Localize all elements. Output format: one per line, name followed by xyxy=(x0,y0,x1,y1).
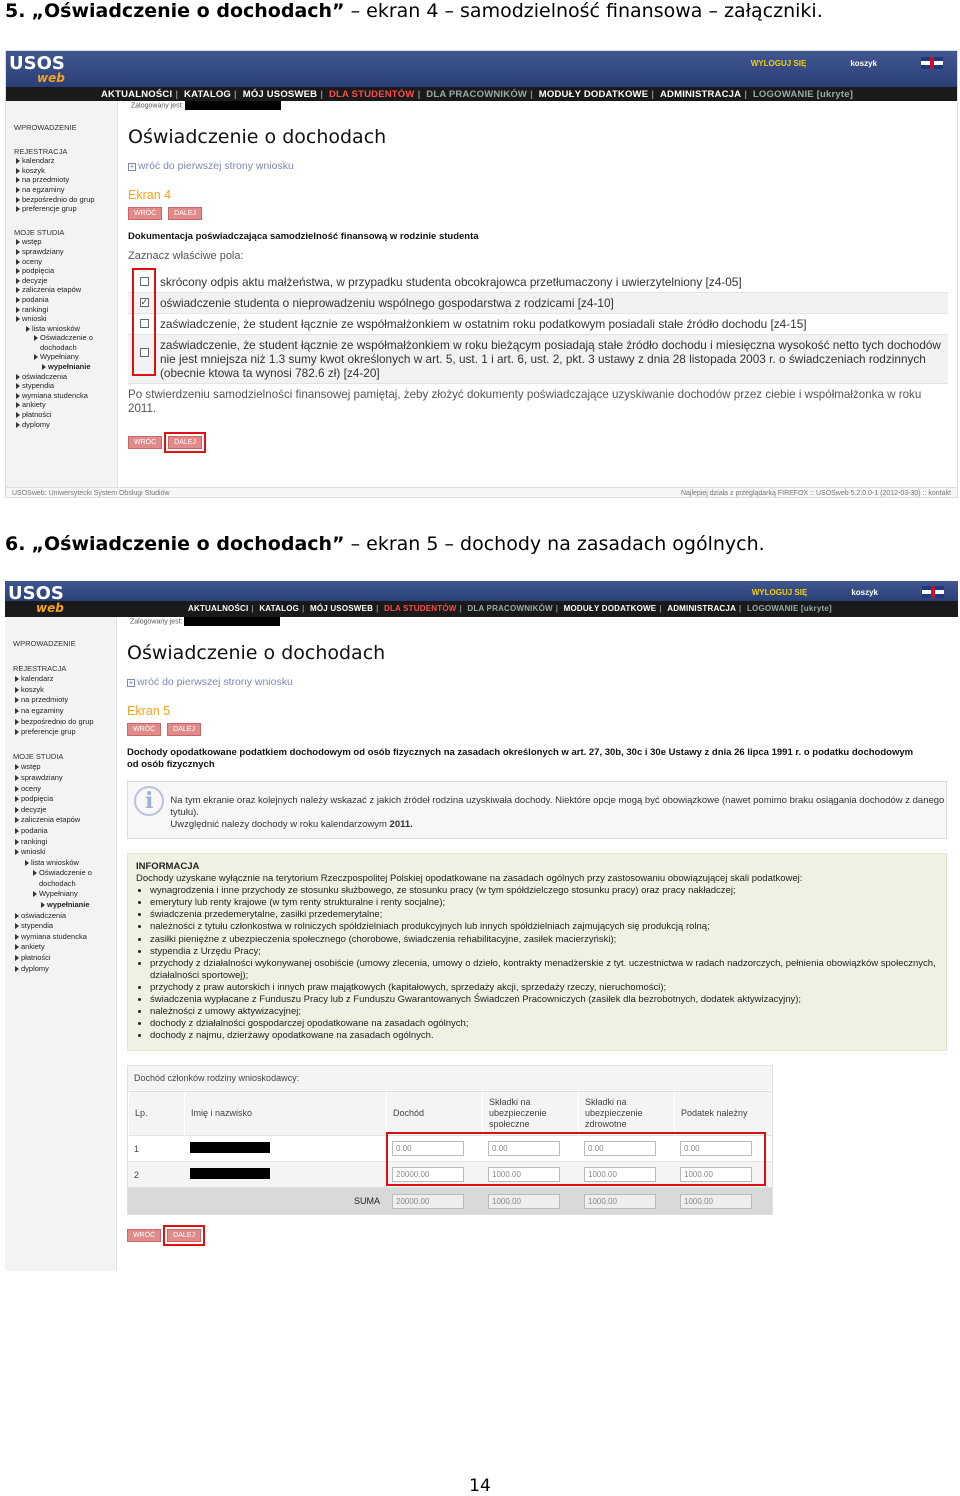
sidebar-item[interactable]: wstęp xyxy=(14,237,117,247)
sidebar-item[interactable]: koszyk xyxy=(14,166,117,176)
sidebar-registration: REJESTRACJA xyxy=(13,663,67,673)
checkbox-label: oświadczenie studenta o nieprowadzeniu wspólnego gospodarstwa z rodzicami [z4-10] xyxy=(160,296,614,310)
sidebar-item[interactable]: zaliczenia etapów xyxy=(14,285,117,295)
sidebar-item[interactable]: sprawdziany xyxy=(14,247,117,257)
cart-link[interactable]: koszyk xyxy=(851,587,878,597)
sidebar-item[interactable]: kalendarz xyxy=(13,674,116,685)
menu-moj-usosweb[interactable]: MÓJ USOSWEB xyxy=(309,604,374,613)
sidebar-item[interactable]: oceny xyxy=(14,257,117,267)
tax-input[interactable]: 0.00 xyxy=(680,1141,752,1156)
heading-number: 6. xyxy=(5,533,26,555)
sidebar-item[interactable]: podania xyxy=(14,295,117,305)
menu-dla-pracownikow[interactable]: DLA PRACOWNIKÓW xyxy=(426,89,528,100)
information-item: • przychody z praw autorskich i innych praw majątkowych (kapitałowych, sprzedaży akcji, sprzedaży rzeczy, nieruchomości); xyxy=(150,982,938,994)
sidebar-item[interactable]: koszyk xyxy=(13,685,116,696)
back-to-first-page-link[interactable] xyxy=(128,160,957,172)
sidebar-item[interactable]: ankiety xyxy=(13,942,116,953)
menu-katalog[interactable]: KATALOG xyxy=(259,604,300,613)
main-content xyxy=(118,101,957,487)
sum-social: 1000.00 xyxy=(488,1194,560,1209)
sidebar-sub-item-cont[interactable]: dochodach xyxy=(39,878,76,888)
main-menu: AKTUALNOŚCI | KATALOG | MÓJ USOSWEB | DLA STUDENTÓW | DLA PRACOWNIKÓW | MODUŁY DODATKOWE | ADMINISTRACJA | LOGOWANIE [ukryte] xyxy=(6,87,957,101)
checkbox-row xyxy=(128,335,948,384)
sidebar-sub-item-active[interactable]: wypełnianie xyxy=(14,362,117,372)
table-sum-row xyxy=(128,1187,772,1214)
sidebar-sub-item[interactable]: lista wniosków xyxy=(13,858,116,869)
checkbox-z4-10[interactable]: ✓ xyxy=(140,297,149,307)
sidebar-item[interactable]: preferencje grup xyxy=(14,204,117,214)
top-right-links xyxy=(751,57,943,69)
menu-aktualnosci[interactable]: AKTUALNOŚCI xyxy=(188,604,249,613)
footer xyxy=(6,487,957,498)
logged-in-as xyxy=(127,617,958,628)
social-insurance-input[interactable]: 1000.00 xyxy=(488,1167,560,1182)
sidebar-item[interactable]: preferencje grup xyxy=(13,727,116,738)
checkbox-label: zaświadczenie, że student łącznie ze współmałżonkiem w ostatnim roku podatkowym posiadali stałe źródło dochodu [z4-15] xyxy=(160,317,807,331)
back-button[interactable]: WRÓĆ xyxy=(127,1229,161,1242)
menu-katalog[interactable]: KATALOG xyxy=(184,89,232,100)
next-button[interactable]: DALEJ xyxy=(167,723,201,736)
sidebar-item[interactable]: ankiety xyxy=(14,400,117,410)
sidebar-registration: REJESTRACJA xyxy=(14,146,68,156)
menu-administracja[interactable]: ADMINISTRACJA xyxy=(667,604,737,613)
back-button[interactable]: WRÓĆ xyxy=(127,723,161,736)
sidebar-item[interactable]: płatności xyxy=(13,953,116,964)
sidebar-sub-item[interactable]: Oświadczenie o xyxy=(13,868,116,879)
income-table xyxy=(127,1065,773,1215)
sum-income: 20000.00 xyxy=(392,1194,464,1209)
col-lp: Lp. xyxy=(128,1092,184,1136)
top-right-links xyxy=(752,586,944,598)
highlight-income-inputs xyxy=(386,1132,766,1186)
back-to-first-page-link[interactable] xyxy=(127,676,958,688)
logo-text: USOS xyxy=(9,53,65,74)
menu-moduly[interactable]: MODUŁY DODATKOWE xyxy=(563,604,657,613)
information-panel xyxy=(127,853,947,1051)
checkbox-row xyxy=(128,272,948,293)
col-income: Dochód xyxy=(386,1092,482,1136)
col-health: Składki na ubezpieczenie zdrowotne xyxy=(578,1092,674,1136)
screenshot-ekran-4 xyxy=(5,50,958,498)
sidebar-studies: MOJE STUDIA xyxy=(14,227,65,237)
main-menu: AKTUALNOŚCI | KATALOG | MÓJ USOSWEB | DLA STUDENTÓW | DLA PRACOWNIKÓW | MODUŁY DODATKOWE | ADMINISTRACJA | LOGOWANIE [ukryte] xyxy=(5,601,958,617)
sidebar-item[interactable]: zaliczenia etapów xyxy=(13,815,116,826)
checkbox-row xyxy=(128,314,948,335)
next-button-highlighted[interactable]: DALEJ xyxy=(167,1229,201,1242)
sidebar-item[interactable]: bezpośrednio do grup xyxy=(13,717,116,728)
usos-header xyxy=(6,51,957,87)
information-item: • zasiłki pieniężne z ubezpieczenia społecznego (chorobowe, świadczenia rehabilitacyjne, zasiłek macierzyński); xyxy=(150,934,938,946)
sidebar-item[interactable]: rankingi xyxy=(14,305,117,315)
col-social: Składki na ubezpieczenie społeczne xyxy=(482,1092,578,1136)
logged-label: Zalogowany jest: xyxy=(130,618,183,626)
menu-dla-studentow[interactable]: DLA STUDENTÓW xyxy=(328,89,415,100)
footer-left: USOSweb: Uniwersytecki System Obsługi Studiów xyxy=(12,490,170,497)
sidebar-sub-item[interactable]: Wypełniany xyxy=(14,352,117,362)
sidebar-intro[interactable]: WPROWADZENIE xyxy=(14,123,77,132)
logo-web: web xyxy=(37,71,65,85)
screenshot-ekran-5 xyxy=(5,581,958,1271)
info-box xyxy=(127,781,947,839)
sidebar-item[interactable]: decyzje xyxy=(13,805,116,816)
sidebar-item[interactable]: podania xyxy=(13,826,116,837)
redacted-name xyxy=(185,101,281,110)
top-buttons xyxy=(128,207,957,220)
logged-label: Zalogowany jest: xyxy=(131,102,184,110)
sidebar-item[interactable]: dyplomy xyxy=(14,420,117,430)
info-text: Na tym ekranie oraz kolejnych należy wskazać z jakich źródeł rodzina uzyskiwała dochody. Niektóre opcje mogą być obowiązkowe (nawet pomimo braku osiągania dochodów z danego tytułu). xyxy=(170,795,945,818)
sidebar-studies: MOJE STUDIA xyxy=(13,751,64,761)
sum-health: 1000.00 xyxy=(584,1194,656,1209)
financial-note: Po stwierdzeniu samodzielności finansowej pamiętaj, żeby złożyć dokumenty poświadczające uzyskiwanie dochodów przez ciebie i współmałżonka w roku 2011. xyxy=(128,388,922,415)
logged-in-as xyxy=(128,101,957,112)
information-item: • przychody z działalności wykonywanej osobiście (umowy zlecenia, umowy o dzieło, kontrakty menadżerskie z tyt. uczestnictwa w radach nadzorczych, pełnienia obowiązków społecznych, działalności sportowej); xyxy=(150,958,938,982)
plus-icon: + xyxy=(128,678,134,687)
sidebar xyxy=(6,101,118,487)
sidebar-item[interactable]: rankingi xyxy=(13,837,116,848)
row-lp: 2 xyxy=(134,1169,140,1180)
sidebar-item[interactable]: oceny xyxy=(13,784,116,795)
info-icon: i xyxy=(134,786,164,816)
sidebar-item[interactable]: bezpośrednio do grup xyxy=(14,195,117,205)
uk-flag-icon[interactable] xyxy=(921,57,943,69)
sidebar-item[interactable]: oświadczenia xyxy=(14,372,117,382)
col-tax: Podatek należny xyxy=(674,1092,772,1136)
information-item: • świadczenia wypłacane z Funduszu Pracy lub z Funduszu Gwarantowanych Świadczeń Pracowniczych (zasiłek dla bezrobotnych, dodatek aktywizacyjny); xyxy=(150,994,938,1006)
sidebar-sub-item[interactable]: lista wniosków xyxy=(14,324,117,334)
menu-dla-pracownikow[interactable]: DLA PRACOWNIKÓW xyxy=(467,604,553,613)
info-year: 2011. xyxy=(389,819,413,830)
page-number: 14 xyxy=(469,1476,491,1496)
sidebar-sub-item-active[interactable]: wypełnianie xyxy=(13,900,116,911)
information-item: • dochody z najmu, dzierżawy opodatkowane na zasadach ogólnych. xyxy=(150,1030,938,1042)
sidebar-item[interactable]: wnioski xyxy=(13,847,116,858)
menu-administracja[interactable]: ADMINISTRACJA xyxy=(659,89,742,100)
sidebar-item[interactable]: na egzaminy xyxy=(14,185,117,195)
heading-rest: – ekran 4 – samodzielność finansowa – załączniki. xyxy=(344,0,823,22)
section-heading-5 xyxy=(5,0,823,22)
footer-right[interactable]: Najlepiej działa z przeglądarką FIREFOX :: USOSweb 5.2.0.0-1 (2012-03-30) :: kontakt xyxy=(680,490,951,497)
checkbox-label: skrócony odpis aktu małżeństwa, w przypadku studenta obcokrajowca przetłumaczony i uwierzytelniony [z4-05] xyxy=(160,275,742,289)
income-input[interactable]: 20000.00 xyxy=(392,1167,464,1182)
col-name: Imię i nazwisko xyxy=(184,1092,386,1136)
income-input[interactable]: 0.00 xyxy=(392,1141,464,1156)
usos-logo[interactable] xyxy=(8,583,64,616)
back-link-label: wróć do pierwszej strony wniosku xyxy=(138,160,294,172)
sidebar-item[interactable]: na przedmioty xyxy=(14,175,117,185)
plus-icon: + xyxy=(129,162,135,171)
menu-dla-studentow[interactable]: DLA STUDENTÓW xyxy=(383,604,457,613)
highlight-checkboxes xyxy=(132,268,156,376)
row-lp: 1 xyxy=(134,1143,140,1154)
bottom-buttons xyxy=(127,1229,958,1242)
screen-label: Ekran 5 xyxy=(127,704,171,718)
income-section-title: Dochody opodatkowane podatkiem dochodowym od osób fizycznych na zasadach określonych w art. 27, 30b, 30c i 30e Ustawy z dnia 26 lipca 1991 r. o podatku dochodowym od osób fizycznych xyxy=(127,747,914,770)
section-heading-6 xyxy=(5,533,765,555)
back-link-label: wróć do pierwszej strony wniosku xyxy=(137,676,293,688)
screen-label: Ekran 4 xyxy=(128,188,172,202)
sidebar-sub-item-cont[interactable]: dochodach xyxy=(40,342,77,352)
information-heading: INFORMACJA xyxy=(136,861,200,872)
select-label: Zaznacz właściwe pola: xyxy=(128,250,244,262)
menu-moduly[interactable]: MODUŁY DODATKOWE xyxy=(538,89,649,100)
information-intro: Dochody uzyskane wyłącznie na terytorium Rzeczpospolitej Polskiej opodatkowane na zasadach ogólnych przy zastosowaniu obowiązującej skali podatkowej: xyxy=(136,873,803,885)
information-item: • należności z tytułu członkostwa w rolniczych spółdzielniach produkcyjnych lub innych spółdzielniach zajmujących się produkcją rolną; xyxy=(150,921,938,933)
sidebar-item[interactable]: płatności xyxy=(14,410,117,420)
menu-logowanie[interactable]: LOGOWANIE [ukryte] xyxy=(746,604,832,613)
sidebar-sub-item[interactable]: Oświadczenie o xyxy=(14,333,117,343)
main-content xyxy=(117,617,958,1271)
documentation-title: Dokumentacja poświadczająca samodzielność finansową w rodzinie studenta xyxy=(128,231,479,242)
sidebar-item[interactable]: wnioski xyxy=(14,314,117,324)
sidebar-item[interactable]: sprawdziany xyxy=(13,773,116,784)
checkbox-row xyxy=(128,293,948,314)
back-button[interactable]: WRÓĆ xyxy=(128,436,162,449)
sidebar-intro[interactable]: WPROWADZENIE xyxy=(13,639,76,648)
usos-logo[interactable] xyxy=(9,53,65,86)
sidebar-item[interactable]: wstęp xyxy=(13,762,116,773)
logout-link[interactable]: WYLOGUJ SIĘ xyxy=(750,58,807,68)
social-insurance-input[interactable]: 0.00 xyxy=(488,1141,560,1156)
next-button[interactable]: DALEJ xyxy=(168,207,202,220)
sidebar-item[interactable]: kalendarz xyxy=(14,156,117,166)
menu-logowanie[interactable]: LOGOWANIE [ukryte] xyxy=(752,89,854,100)
menu-moj-usosweb[interactable]: MÓJ USOSWEB xyxy=(242,89,318,100)
information-item: • dochody z działalności gospodarczej opodatkowane na zasadach ogólnych; xyxy=(150,1018,938,1030)
sum-tax: 1000.00 xyxy=(680,1194,752,1209)
checkbox-list xyxy=(128,272,948,384)
information-item: • wynagrodzenia i inne przychody ze stosunku służbowego, ze stosunku pracy (w tym spółdzielczego stosunku pracy) oraz pracy nakładczej; xyxy=(150,885,938,897)
information-item: • świadczenia przedemerytalne, zasiłki przedemerytalne; xyxy=(150,909,938,921)
heading-bold: „Oświadczenie o dochodach” xyxy=(31,533,345,555)
sidebar-item[interactable]: wymiana studencka xyxy=(14,391,117,401)
health-insurance-input[interactable]: 0.00 xyxy=(584,1141,656,1156)
sidebar-item[interactable]: na przedmioty xyxy=(13,695,116,706)
sidebar-item[interactable]: decyzje xyxy=(14,276,117,286)
sidebar-item[interactable]: wymiana studencka xyxy=(13,932,116,943)
tax-input[interactable]: 1000.00 xyxy=(680,1167,752,1182)
info-text-year-label: Uwzględnić należy dochody w roku kalendarzowym xyxy=(170,819,390,830)
bottom-buttons xyxy=(128,436,957,449)
cart-link[interactable]: koszyk xyxy=(850,58,877,68)
redacted-name xyxy=(190,1168,270,1179)
sidebar-item[interactable]: podpięcia xyxy=(13,794,116,805)
redacted-name xyxy=(184,617,280,626)
back-button[interactable]: WRÓĆ xyxy=(128,207,162,220)
information-item: • emerytury lub renty krajowe (w tym renty strukturalne i renty socjalne); xyxy=(150,897,938,909)
heading-bold: „Oświadczenie o dochodach” xyxy=(31,0,345,22)
sidebar-sub-item[interactable]: Wypełniany xyxy=(13,889,116,900)
menu-aktualnosci[interactable]: AKTUALNOŚCI xyxy=(101,89,173,100)
uk-flag-icon[interactable] xyxy=(922,586,944,598)
logo-text: USOS xyxy=(8,583,64,604)
logo-web: web xyxy=(36,601,64,615)
information-item: • stypendia z Urzędu Pracy; xyxy=(150,946,938,958)
sidebar-item[interactable]: oświadczenia xyxy=(13,911,116,922)
heading-rest: – ekran 5 – dochody na zasadach ogólnych. xyxy=(344,533,765,555)
checkbox-label: zaświadczenie, że student łącznie ze współmałżonkiem w roku bieżącym posiadają stałe źródło dochodu i miesięczna wysokość netto tych dochodów nie jest mniejsza niż 1.3 sumy kwot określonych w art. 5, ust. 1 i art. 6, ust. 2, pkt. 3 ustawy z dnia 28 listopada 2003 r. o świadczeniach rodzinnych (obecnie ktowa ta wynosi 782.6 zł) [z4-20] xyxy=(160,338,941,380)
information-item: • należności z umowy aktywizacyjnej; xyxy=(150,1006,938,1018)
sidebar-item[interactable]: dyplomy xyxy=(13,964,116,975)
redacted-name xyxy=(190,1142,270,1153)
sidebar-item[interactable]: stypendia xyxy=(13,921,116,932)
sidebar-item[interactable]: stypendia xyxy=(14,381,117,391)
sum-label: SUMA xyxy=(353,1196,380,1207)
page-title: Oświadczenie o dochodach xyxy=(127,642,386,664)
heading-number: 5. xyxy=(5,0,26,22)
sidebar-item[interactable]: podpięcia xyxy=(14,266,117,276)
top-buttons xyxy=(127,723,958,736)
page-title: Oświadczenie o dochodach xyxy=(128,126,387,148)
table-caption: Dochód członków rodziny wnioskodawcy: xyxy=(128,1066,772,1091)
health-insurance-input[interactable]: 1000.00 xyxy=(584,1167,656,1182)
table-header-row xyxy=(128,1091,772,1135)
logout-link[interactable]: WYLOGUJ SIĘ xyxy=(751,587,808,597)
next-button-highlighted[interactable]: DALEJ xyxy=(168,436,202,449)
sidebar-item[interactable]: na egzaminy xyxy=(13,706,116,717)
sidebar xyxy=(5,617,117,1271)
